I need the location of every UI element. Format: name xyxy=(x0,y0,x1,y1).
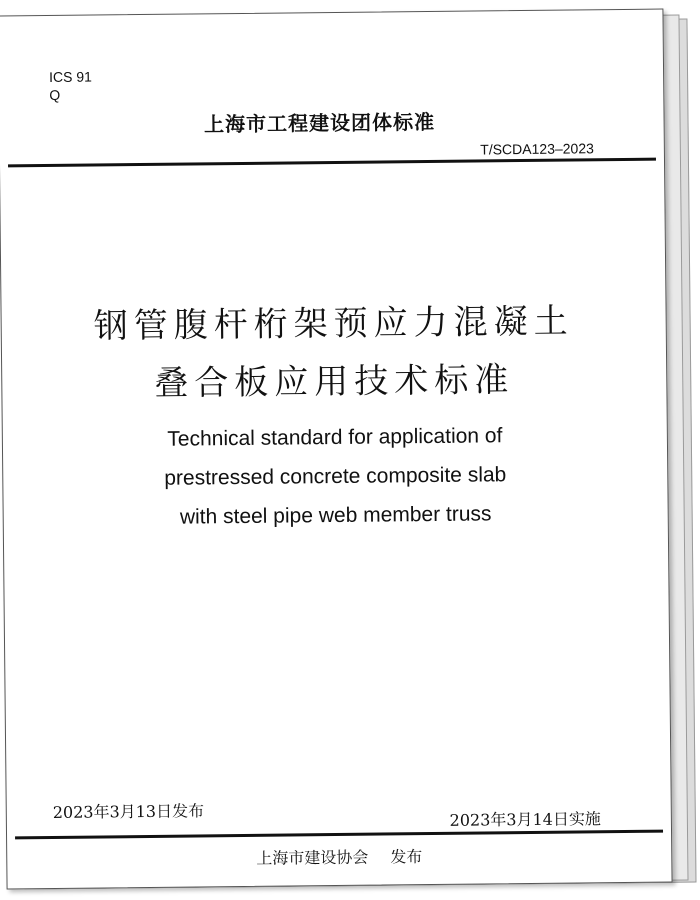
category-code: Q xyxy=(49,86,61,103)
header-divider xyxy=(8,158,656,168)
publisher-name: 上海市建设协会 xyxy=(256,847,369,868)
issue-date: 2023年3月13日发布 xyxy=(52,801,205,822)
implementation-date: 2023年3月14日实施 xyxy=(449,809,601,830)
english-title-line-3: with steel pipe web member truss xyxy=(179,502,492,529)
standard-number: T/SCDA123–2023 xyxy=(480,140,594,158)
chinese-title-line-2: 叠合板应用技术标准 xyxy=(154,360,515,404)
series-title: 上海市工程建设团体标准 xyxy=(203,111,436,137)
english-title-line-2: prestressed concrete composite slab xyxy=(164,463,507,490)
english-title-line-1: Technical standard for application of xyxy=(167,424,503,451)
chinese-title xyxy=(1,292,666,415)
publisher-line xyxy=(7,842,671,872)
classification-codes xyxy=(49,68,92,104)
standard-cover xyxy=(0,9,673,890)
publish-label: 发布 xyxy=(390,847,423,867)
ics-code: ICS 91 xyxy=(49,68,92,85)
english-title xyxy=(3,415,668,539)
chinese-title-line-1: 钢管腹杆桁架预应力混凝土 xyxy=(93,301,574,347)
footer-divider xyxy=(15,830,663,840)
